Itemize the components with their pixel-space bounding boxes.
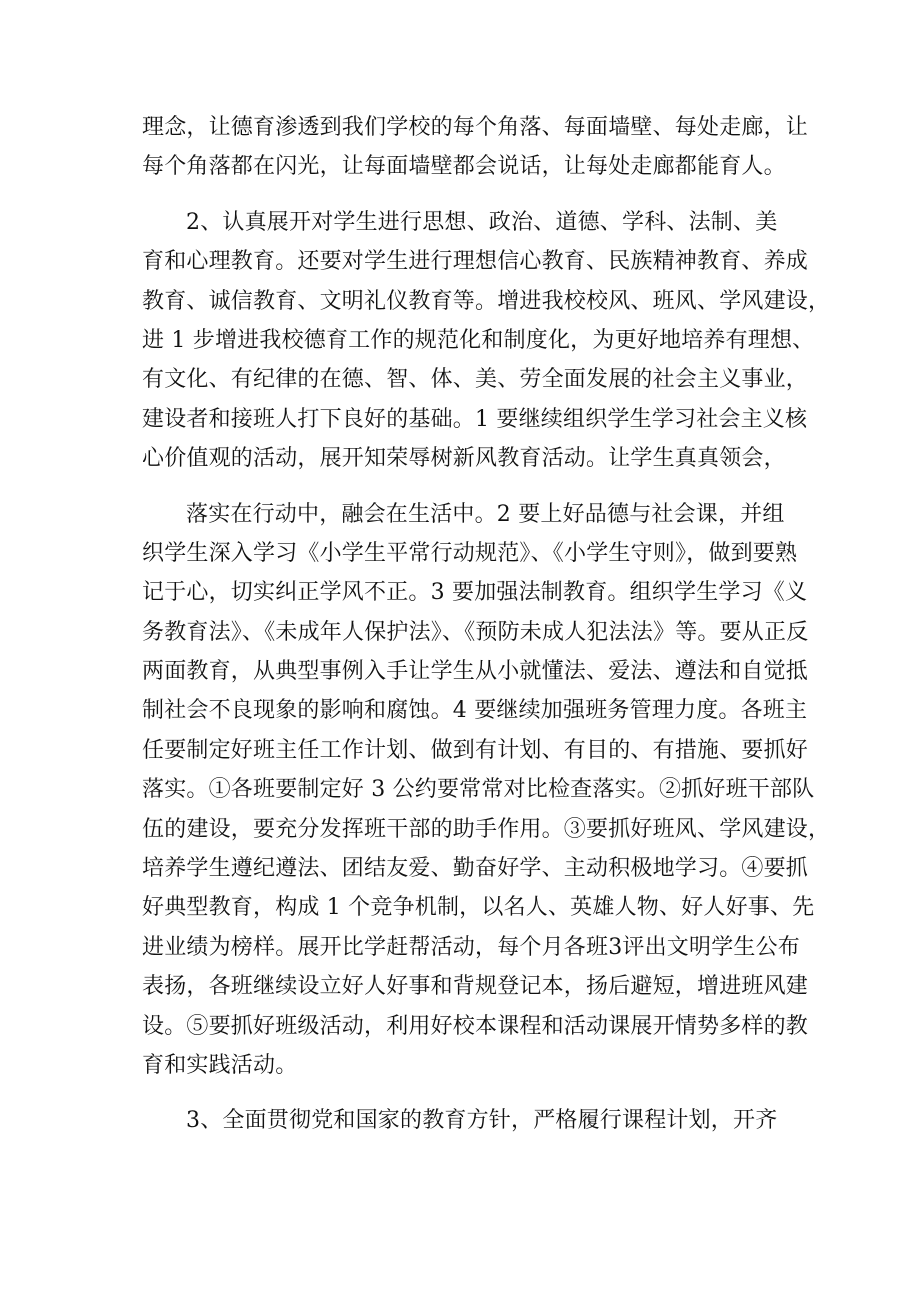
text-line: 表扬，各班继续设立好人好事和背规登记本，扬后避短，增进班风建	[142, 974, 809, 1000]
text-line: 教育、诚信教育、文明礼仪教育等。增进我校校风、班风、学风建设，	[142, 288, 831, 314]
text-line: 进 1 步增进我校德育工作的规范化和制度化，为更好地培养有理想、	[142, 327, 815, 353]
text-line: 任要制定好班主任工作计划、做到有计划、有目的、有措施、要抓好	[142, 737, 809, 763]
text-line: 培养学生遵纪遵法、团结友爱、勤奋好学、主动积极地学习。④要抓	[142, 856, 809, 882]
paragraph-2	[142, 203, 831, 479]
text-line: 伍的建设，要充分发挥班干部的助手作用。③要抓好班风、学风建设，	[142, 816, 831, 842]
paragraph-1	[142, 108, 809, 187]
document-body	[142, 108, 831, 1141]
paragraph-gap	[142, 479, 782, 495]
paragraph-3	[142, 495, 831, 1086]
text-line: 心价值观的活动，展开知荣辱树新风教育活动。让学生真真领会，	[142, 446, 786, 472]
text-line: 育和心理教育。还要对学生进行理想信心教育、民族精神教育、养成	[142, 249, 809, 275]
text-line: 3、全面贯彻党和国家的教育方针，严格履行课程计划，开齐	[186, 1108, 778, 1134]
text-line: 落实。①各班要制定好 3 公约要常常对比检查落实。②抓好班干部队	[142, 777, 815, 803]
text-line: 设。⑤要抓好班级活动，利用好校本课程和活动课展开情势多样的教	[142, 1013, 809, 1039]
text-line: 建设者和接班人打下良好的基础。1 要继续组织学生学习社会主义核	[142, 406, 808, 432]
text-line: 记于心，切实纠正学风不正。3 要加强法制教育。组织学生学习《义	[142, 580, 808, 606]
text-line: 两面教育，从典型事例入手让学生从小就懂法、爱法、遵法和自觉抵	[142, 659, 809, 685]
text-line: 务教育法》、《未成年人保护法》、《预防未成人犯法法》等。要从正反	[142, 619, 809, 645]
text-line: 每个角落都在闪光，让每面墙壁都会说话，让每处走廊都能育人。	[142, 154, 786, 180]
text-line: 有文化、有纪律的在德、智、体、美、劳全面发展的社会主义事业，	[142, 367, 809, 393]
text-line: 2、认真展开对学生进行思想、政治、道德、学科、法制、美	[186, 209, 778, 235]
text-line: 进业绩为榜样。展开比学赶帮活动，每个月各班3评出文明学生公布	[142, 934, 800, 960]
text-line: 育和实践活动。	[142, 1052, 298, 1078]
text-line: 好典型教育，构成 1 个竞争机制，以名人、英雄人物、好人好事、先	[142, 895, 815, 921]
text-line: 织学生深入学习《小学生平常行动规范》、《小学生守则》，做到要熟	[142, 540, 798, 566]
text-line: 落实在行动中，融会在生活中。2 要上好品德与社会课，并组	[186, 501, 785, 527]
paragraph-gap	[142, 187, 782, 203]
text-line: 制社会不良现象的影响和腐蚀。4 要继续加强班务管理力度。各班主	[142, 698, 808, 724]
text-line: 理念，让德育渗透到我们学校的每个角落、每面墙壁、每处走廊，让	[142, 115, 809, 140]
paragraph-4	[142, 1101, 782, 1140]
paragraph-gap	[142, 1085, 782, 1101]
